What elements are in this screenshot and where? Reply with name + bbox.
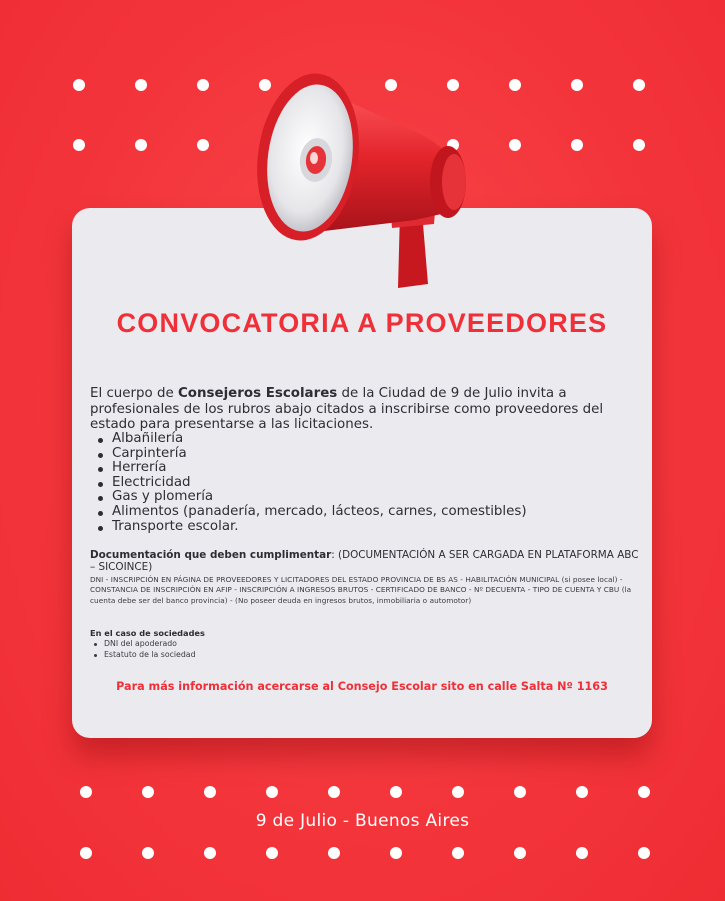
dot-row-bottom-2 (0, 847, 725, 861)
dot (638, 847, 650, 859)
dot (80, 847, 92, 859)
dot (204, 786, 216, 798)
dot (73, 139, 85, 151)
dot (204, 847, 216, 859)
dot (197, 79, 209, 91)
dot (452, 847, 464, 859)
more-info-text: Para más información acercarse al Consejo Escolar sito en calle Salta Nº 1163 (116, 680, 608, 693)
dot (509, 139, 521, 151)
sociedades-list (94, 639, 196, 660)
intro-bold: Consejeros Escolares (177, 386, 338, 401)
dot (509, 79, 521, 91)
dot (633, 79, 645, 91)
list-item: Electricidad (98, 476, 527, 491)
documentation-detail: DNI - INSCRIPCIÓN EN PÁGINA DE PROVEEDORES Y LICITADORES DEL ESTADO PROVINCIA DE BS AS - HABILITACIÓN MUNICIPAL (si posee local) - CONSTANCIA DE INSCRIPCIÓN EN AFIP - INSCRIPCIÓN A INGRESOS BRUTOS - CERTIFICADO DE BANCO - Nº DECUENTA - TIPO DE CUENTA Y CBU (la cuenta debe ser del banco provincia) - (No poseer deuda en ingresos brutos, inmobiliaria o automotor) (90, 575, 632, 605)
dot (452, 786, 464, 798)
page-title: CONVOCATORIA A PROVEEDORES (116, 308, 608, 338)
documentation-label: Documentación que deben cumplimentar (90, 549, 332, 561)
documentation-heading (90, 549, 640, 573)
intro-prefix: El cuerpo de (90, 386, 178, 401)
list-item: Herrería (98, 461, 527, 476)
dot (328, 786, 340, 798)
list-item: Gas y plomería (98, 490, 527, 505)
dot (514, 847, 526, 859)
sociedades-heading: En el caso de sociedades (90, 628, 205, 638)
dot (80, 786, 92, 798)
dot (514, 786, 526, 798)
dot (571, 139, 583, 151)
list-item: Estatuto de la sociedad (94, 650, 196, 661)
dot (197, 139, 209, 151)
list-item: Alimentos (panadería, mercado, lácteos, carnes, comestibles) (98, 505, 527, 520)
dot (638, 786, 650, 798)
dot (390, 786, 402, 798)
dot (135, 139, 147, 151)
dot (576, 847, 588, 859)
list-item: Carpintería (98, 447, 527, 462)
list-item: DNI del apoderado (94, 639, 196, 650)
list-item: Transporte escolar. (98, 520, 527, 535)
megaphone-icon (250, 62, 490, 292)
intro-paragraph (90, 386, 638, 433)
dot (633, 139, 645, 151)
dot (571, 79, 583, 91)
rubros-list (98, 432, 527, 534)
dot (266, 847, 278, 859)
dot (390, 847, 402, 859)
dot (266, 786, 278, 798)
list-item: Albañilería (98, 432, 527, 447)
dot (576, 786, 588, 798)
dot (142, 786, 154, 798)
dot (328, 847, 340, 859)
footer-location: 9 de Julio - Buenos Aires (255, 811, 470, 831)
dot (142, 847, 154, 859)
documentation-note: : (DOCUMENTACIÓN A SER CARGADA EN PLATAFORMA ABC – SICOINCE) (90, 549, 639, 573)
dot-row-bottom-1 (0, 786, 725, 800)
intro-suffix: de la Ciudad de 9 de Julio invita a profesionales de los rubros abajo citados a inscribirse como proveedores del estado para presentarse a las licitaciones. (90, 386, 604, 432)
dot (73, 79, 85, 91)
dot (135, 79, 147, 91)
